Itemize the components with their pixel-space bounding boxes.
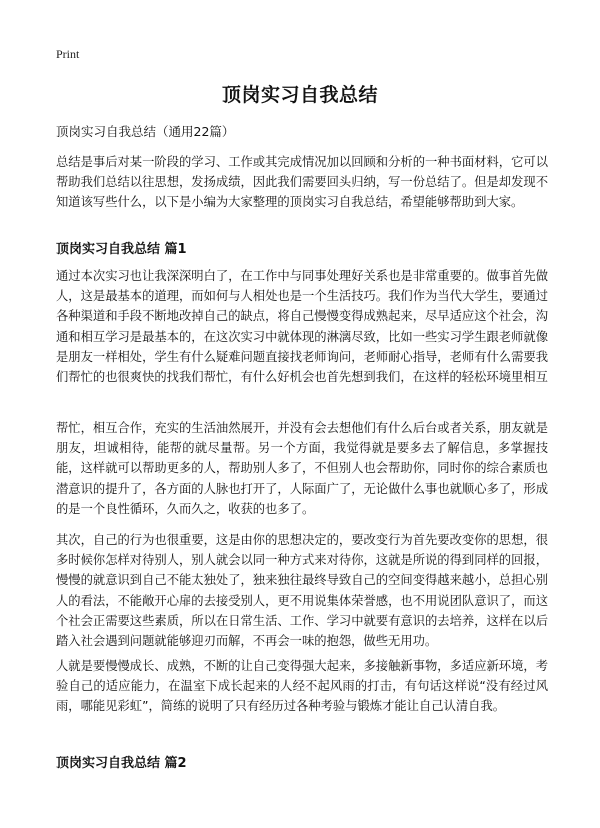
document-title: 顶岗实习自我总结 xyxy=(221,84,378,106)
section-1-paragraph-3: 其次，自己的行为也很重要，这是由你的思想决定的，要改变行为首先要改变你的思想，很多时候你怎样对待别人，别人就会以同一种方式来对待你，这就是所说的得到同样的回报，慢慢的就意识到自己不能太独处了，独来独往最终导致自己的空间变得越来越小，总担心别人的看法，不能敞开心扉的去接受别人，更不用说集体荣誉感，也不用说团队意识了，而这个社会正需要这些素质，所以在日常生活、工作、学习中就要有意识的去培养，这样在以后踏入社会遇到问题就能够迎刃而解，不再会一味的抱怨，做些无用功。 xyxy=(56,533,548,649)
section-1-paragraph-2: 帮忙，相互合作，充实的生活油然展开，并没有会去想他们有什么后台或者关系，朋友就是朋友，坦诚相待，能帮的就尽量帮。另一个方面，我觉得就是要多去了解信息，多掌握技能，这样就可以帮助更多的人，帮助别人多了，不但别人也会帮助你，同时你的综合素质也潜意识的提升了，各方面的人脉也打开了，人际面广了，无论做什么事也就顺心多了，形成的是一个良性循环，久而久之，收获的也多了。 xyxy=(56,421,548,516)
intro-paragraph: 总结是事后对某一阶段的学习、工作或其完成情况加以回顾和分析的一种书面材料，它可以帮助我们总结以往思想，发扬成绩，因此我们需要回头归纳，写一份总结了。但是却发现不知道该写些什么，以下是小编为大家整理的顶岗实习自我总结，希望能够帮助到大家。 xyxy=(56,155,548,210)
section-1-paragraph-1: 通过本次实习也让我深深明白了，在工作中与同事处理好关系也是非常重要的。做事首先做人，这是最基本的道理，而如何与人相处也是一个生活技巧。我们作为当代大学生，要通过各种渠道和手段不断地改掉自己的缺点，将自己慢慢变得成熟起来，尽早适应这个社会，沟通和相互学习是最基本的，在这次实习中就体现的淋漓尽致，比如一些实习学生跟老师就像是朋友一样相处，学生有什么疑难问题直接找老师询问，老师耐心指导，老师有什么需要我们帮忙的也很爽快的找我们帮忙，有什么好机会也首先想到我们，在这样的轻松环境里相互 xyxy=(56,269,548,385)
section-heading-1: 顶岗实习自我总结 篇1 xyxy=(56,242,187,257)
section-heading-2: 顶岗实习自我总结 篇2 xyxy=(56,756,187,771)
section-1-paragraph-4: 人就是要慢慢成长、成熟，不断的让自己变得强大起来，多接触新事物，多适应新环境，考验自己的适应能力，在温室下成长起来的人经不起风雨的打击，有句话这样说“没有经过风雨，哪能见彩虹”，简练的说明了只有经历过各种考验与锻炼才能让自己认清自我。 xyxy=(56,659,548,714)
document-subtitle: 顶岗实习自我总结（通用22篇） xyxy=(56,124,235,139)
print-label[interactable]: Print xyxy=(56,47,80,61)
